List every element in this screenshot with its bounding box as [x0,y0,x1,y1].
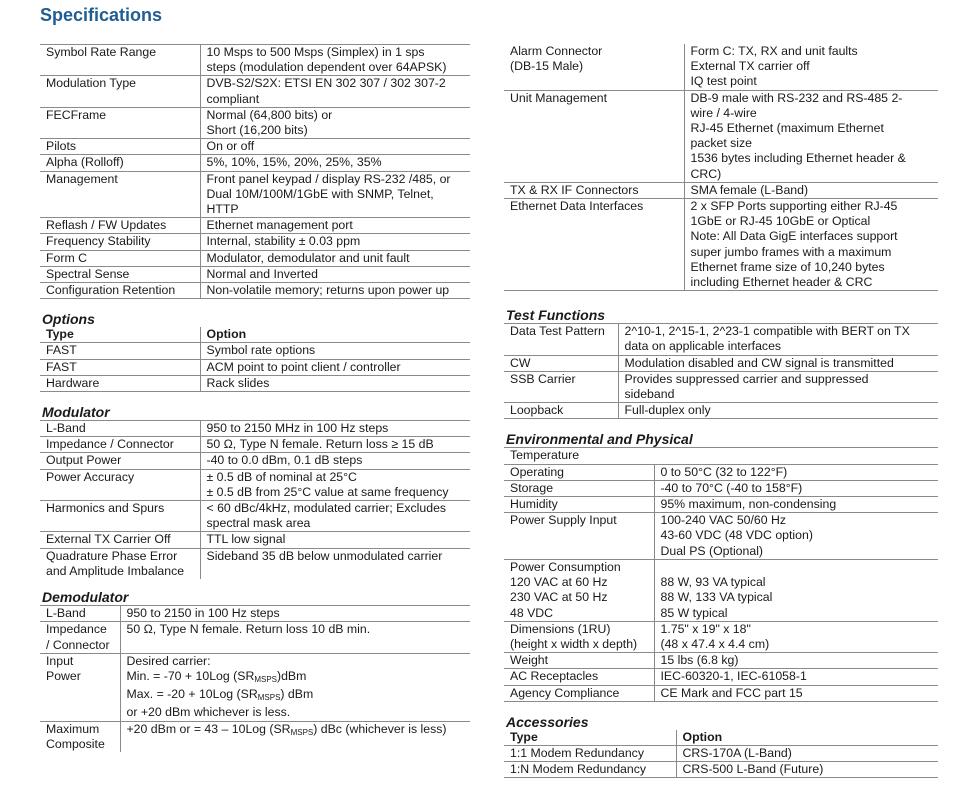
row-value: SMA female (L-Band) [684,182,938,198]
table-row [40,485,470,501]
table-row [40,437,470,453]
table-row [504,669,938,685]
interfaces-table [504,44,938,291]
table-row: 1:1 Modem Redundancy CRS-170A (L-Band) [504,745,938,761]
table-row [504,685,938,701]
row-label: Management [40,171,200,218]
test-functions-section [504,307,938,419]
right-column [504,44,938,778]
table-row: FAST Symbol rate options [40,343,470,359]
table-row [40,421,470,437]
row-label: Agency Compliance [504,685,654,701]
table-row: Hardware Rack slides [40,375,470,391]
accessories-header-option: Option [676,730,938,746]
left-column [40,44,470,752]
row-label: Loopback [504,403,618,419]
row-value: 10 Msps to 500 Msps (Simplex) in 1 sps steps (modulation dependent over 64APSK) [200,45,470,76]
page-title: Specifications [40,5,163,25]
row-value: On or off [200,139,470,155]
test-functions-title: Test Functions [506,307,606,324]
table-row [40,45,470,76]
row-label: FECFrame [40,107,200,138]
row-label: Configuration Retention [40,283,200,299]
options-title: Options [42,311,95,328]
modulator-title: Modulator [42,404,110,421]
table-row [40,283,470,299]
table-row [40,266,470,282]
environmental-title: Environmental and Physical [506,431,693,448]
row-value: 2^10-1, 2^15-1, 2^23-1 compatible with BERT on TX data on applicable interfaces [618,324,938,355]
row-value: TTL low signal [200,532,470,548]
table-row: Input Power Desired carrier: Min. = -70 + 10Log $(SR_{MSPS})dBm$ Max. = -20 + 10Log $(SR_{MSPS})$ dBm or +20 dBm whichever is less. [40,653,470,721]
row-value: -40 to 70°C (-40 to 158°F) [654,480,938,496]
table-row [40,469,470,485]
table-row [40,548,470,579]
table-row: 1:N Modem Redundancy CRS-500 L-Band (Future) [504,762,938,778]
row-label: SSB Carrier [504,371,618,402]
table-row [504,182,938,198]
row-value: ± 0.5 dB of nominal at 25°C [200,469,470,485]
row-label: Harmonics and Spurs [40,501,200,532]
row-label: External TX Carrier Off [40,532,200,548]
row-value: DB-9 male with RS-232 and RS-485 2- wire / 4-wire RJ-45 Ethernet (maximum Ethernet packet size 1536 bytes including Ethernet header & CRC) [684,90,938,182]
row-label: TX & RX IF Connectors [504,182,684,198]
table-row [504,621,938,652]
input-power-value: Desired carrier: Min. = -70 + 10Log $(SR_{MSPS})dBm$ Max. = -20 + 10Log $(SR_{MSPS})$ dBm or +20 dBm whichever is less. [120,653,470,721]
row-label [40,485,200,501]
row-label: Power Accuracy [46,469,135,484]
modulator-section [40,404,470,579]
row-label: Dimensions (1RU) (height x width x depth) [504,621,654,652]
table-row: FAST ACM point to point client / controller [40,359,470,375]
options-header-option: Option [200,327,470,343]
table-row [40,76,470,107]
row-label: Data Test Pattern [504,324,618,355]
table-row: L-Band 950 to 2150 in 100 Hz steps [40,606,470,622]
general-specs-table [40,44,470,299]
row-label: AC Receptacles [504,669,654,685]
row-label: Storage [504,480,654,496]
table-row [40,171,470,218]
row-label: Form C [40,250,200,266]
accessories-header-type: Type [504,730,676,746]
table-row [504,371,938,402]
table-row [40,250,470,266]
table-row [504,653,938,669]
row-value: Ethernet management port [200,218,470,234]
accessories-title: Accessories [506,713,589,730]
row-value: Modulator, demodulator and unit fault [200,250,470,266]
row-value: 950 to 2150 MHz in 100 Hz steps [200,421,470,437]
row-label: Reflash / FW Updates [40,218,200,234]
row-value: 15 lbs (6.8 kg) [654,653,938,669]
table-row [504,559,938,621]
row-label: Impedance / Connector [40,437,200,453]
row-value: 95% maximum, non-condensing [654,497,938,513]
row-value: 88 W, 93 VA typical 88 W, 133 VA typical 85 W typical [654,559,938,621]
table-row [504,464,938,480]
row-label: L-Band [40,421,200,437]
table-row [504,497,938,513]
environmental-section [504,431,938,701]
row-value: Internal, stability ± 0.03 ppm [200,234,470,250]
table-row [40,234,470,250]
table-row [40,532,470,548]
accessories-table [504,730,938,779]
row-label: Pilots [40,139,200,155]
row-label: Weight [504,653,654,669]
row-value: 1.75" x 19" x 18" (48 x 47.4 x 4.4 cm) [654,621,938,652]
row-label: Power Consumption 120 VAC at 60 Hz 230 VAC at 50 Hz 48 VDC [504,559,654,621]
row-value: Full-duplex only [618,403,938,419]
table-row [504,324,938,355]
table-row [40,139,470,155]
row-value: Modulation disabled and CW signal is transmitted [618,355,938,371]
test-functions-table [504,323,938,419]
row-value: Form C: TX, RX and unit faults External TX carrier off IQ test point [684,44,938,90]
row-label: CW [504,355,618,371]
table-row [504,355,938,371]
table-row [40,155,470,171]
table-row [40,107,470,138]
row-label: Modulation Type [40,76,200,107]
demodulator-title: Demodulator [42,589,129,606]
row-label: Alarm Connector (DB-15 Male) [504,44,684,90]
row-value: 50 Ω, Type N female. Return loss ≥ 15 dB [200,437,470,453]
row-label: Quadrature Phase Error and Amplitude Imbalance [46,548,185,578]
row-label: Spectral Sense [40,266,200,282]
row-value: 2 x SFP Ports supporting either RJ-45 1GbE or RJ-45 10GbE or Optical Note: All Data GigE interfaces support super jumbo frames with a maximum Ethernet frame size of 10,240 bytes including Ethernet header & CRC [684,199,938,291]
table-row [504,44,938,90]
row-label: Alpha (Rolloff) [40,155,200,171]
table-row: Temperature [504,448,938,464]
row-value: 5%, 10%, 15%, 20%, 25%, 35% [200,155,470,171]
row-value: Provides suppressed carrier and suppressed sideband [618,371,938,402]
row-value: DVB-S2/S2X: ETSI EN 302 307 / 302 307-2 compliant [200,76,470,107]
row-value: CE Mark and FCC part 15 [654,685,938,701]
row-value: Front panel keypad / display RS-232 /485, or Dual 10M/100M/1GbE with SNMP, Telnet, HTTP [200,171,470,218]
table-row [504,480,938,496]
row-value: Sideband 35 dB below unmodulated carrier [200,548,470,579]
options-table [40,327,470,392]
max-composite-value: +20 dBm or = 43 – 10Log $(SR_{MSPS})$ dBc (whichever is less) [120,721,470,752]
table-row [40,453,470,469]
table-row: Maximum Composite +20 dBm or = 43 – 10Log $(SR_{MSPS})$ dBc (whichever is less) [40,721,470,752]
table-row: Impedance / Connector 50 Ω, Type N female. Return loss 10 dB min. [40,622,470,653]
environmental-table [504,447,938,701]
demodulator-section [40,589,470,752]
row-value: Normal (64,800 bits) or Short (16,200 bits) [200,107,470,138]
options-section [40,311,470,392]
row-value: 0 to 50°C (32 to 122°F) [654,464,938,480]
row-label: Humidity [504,497,654,513]
modulator-table [40,420,470,579]
options-header-type: Type [40,327,200,343]
row-label: Symbol Rate Range [40,45,200,76]
table-row [504,403,938,419]
row-value: IEC-60320-1, IEC-61058-1 [654,669,938,685]
table-row [40,218,470,234]
table-row [504,90,938,182]
row-label: Unit Management [504,90,684,182]
row-label: Power Supply Input [504,513,654,560]
row-label: Operating [504,464,654,480]
accessories-section [504,714,938,779]
row-value: Non-volatile memory; returns upon power up [200,283,470,299]
row-label: Output Power [40,453,200,469]
row-label: Frequency Stability [40,234,200,250]
row-value: ± 0.5 dB from 25°C value at same frequency [200,485,470,501]
row-value: < 60 dBc/4kHz, modulated carrier; Excludes spectral mask area [200,501,470,532]
table-row [40,501,470,532]
row-value: 100-240 VAC 50/60 Hz 43-60 VDC (48 VDC option) Dual PS (Optional) [654,513,938,560]
row-value: -40 to 0.0 dBm, 0.1 dB steps [200,453,470,469]
table-row [504,513,938,560]
demodulator-table [40,605,470,752]
row-value: Normal and Inverted [200,266,470,282]
table-row [504,199,938,291]
row-label: Ethernet Data Interfaces [504,199,684,291]
